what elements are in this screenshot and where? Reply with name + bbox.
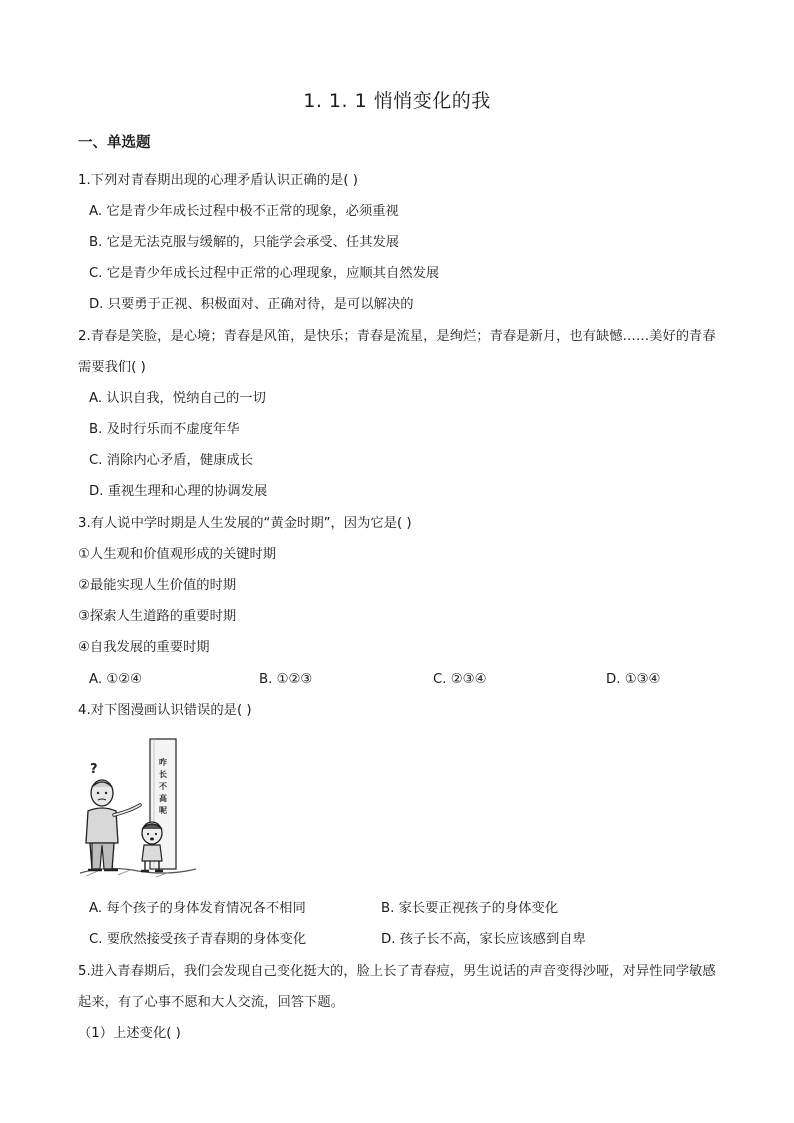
sign-char-4: 高 <box>159 794 167 803</box>
question-3-option-c[interactable]: C. ②③④ <box>433 672 487 687</box>
question-3-stem: 3.有人说中学时期是人生发展的“黄金时期”，因为它是( ) <box>78 516 412 531</box>
question-1-option-b[interactable]: B. 它是无法克服与缓解的，只能学会承受、任其发展 <box>89 235 400 250</box>
question-5-stem: 5.进入青春期后，我们会发现自己变化挺大的，脸上长了青春痘，男生说话的声音变得沙哑，对异性同学敏感起来，有了心事不愿和大人交流，回答下题。 <box>78 964 716 1010</box>
cartoon-illustration <box>78 733 200 881</box>
question-3-item-4: ④自我发展的重要时期 <box>78 640 210 655</box>
question-2-option-a[interactable]: A. 认识自我，悦纳自己的一切 <box>89 391 266 406</box>
question-mark: ? <box>90 762 98 777</box>
section-heading: 一、单选题 <box>78 135 151 151</box>
question-3-item-1: ①人生观和价值观形成的关键时期 <box>78 547 277 562</box>
question-4-stem: 4.对下图漫画认识错误的是( ) <box>78 703 252 718</box>
sign-char-1: 咋 <box>159 758 167 767</box>
question-4-option-b[interactable]: B. 家长要正视孩子的身体变化 <box>381 901 559 916</box>
question-2-stem: 2.青春是笑脸，是心境；青春是风笛，是快乐；青春是流星，是绚烂；青春是新月，也有缺憾……美好的青春需要我们( ) <box>78 329 716 375</box>
sign-char-3: 不 <box>159 782 167 791</box>
question-4-option-a[interactable]: A. 每个孩子的身体发育情况各不相同 <box>89 901 306 916</box>
sign-char-2: 长 <box>159 770 167 779</box>
question-2-option-c[interactable]: C. 消除内心矛盾，健康成长 <box>89 453 254 468</box>
question-1-option-c[interactable]: C. 它是青少年成长过程中正常的心理现象，应顺其自然发展 <box>89 266 440 281</box>
cartoon-drawing <box>78 733 200 881</box>
question-5-sub-1: （1）上述变化( ) <box>78 1026 181 1041</box>
question-4-option-c[interactable]: C. 要欣然接受孩子青春期的身体变化 <box>89 932 307 947</box>
question-1-option-a[interactable]: A. 它是青少年成长过程中极不正常的现象，必须重视 <box>89 204 399 219</box>
question-3-item-3: ③探索人生道路的重要时期 <box>78 609 237 624</box>
question-3-option-d[interactable]: D. ①③④ <box>606 672 661 687</box>
question-4-option-d[interactable]: D. 孩子长不高，家长应该感到自卑 <box>381 932 586 947</box>
question-2-option-d[interactable]: D. 重视生理和心理的协调发展 <box>89 484 268 499</box>
question-3-option-b[interactable]: B. ①②③ <box>259 672 313 687</box>
question-3-option-a[interactable]: A. ①②④ <box>89 672 143 687</box>
question-1-stem: 1.下列对青春期出现的心理矛盾认识正确的是( ) <box>78 173 358 188</box>
question-1-option-d[interactable]: D. 只要勇于正视、积极面对、正确对待，是可以解决的 <box>89 297 414 312</box>
page-title: 1. 1. 1 悄悄变化的我 <box>303 90 491 112</box>
question-3-item-2: ②最能实现人生价值的时期 <box>78 578 237 593</box>
question-2-option-b[interactable]: B. 及时行乐而不虚度年华 <box>89 422 240 437</box>
sign-char-5: 呢 <box>159 806 167 815</box>
